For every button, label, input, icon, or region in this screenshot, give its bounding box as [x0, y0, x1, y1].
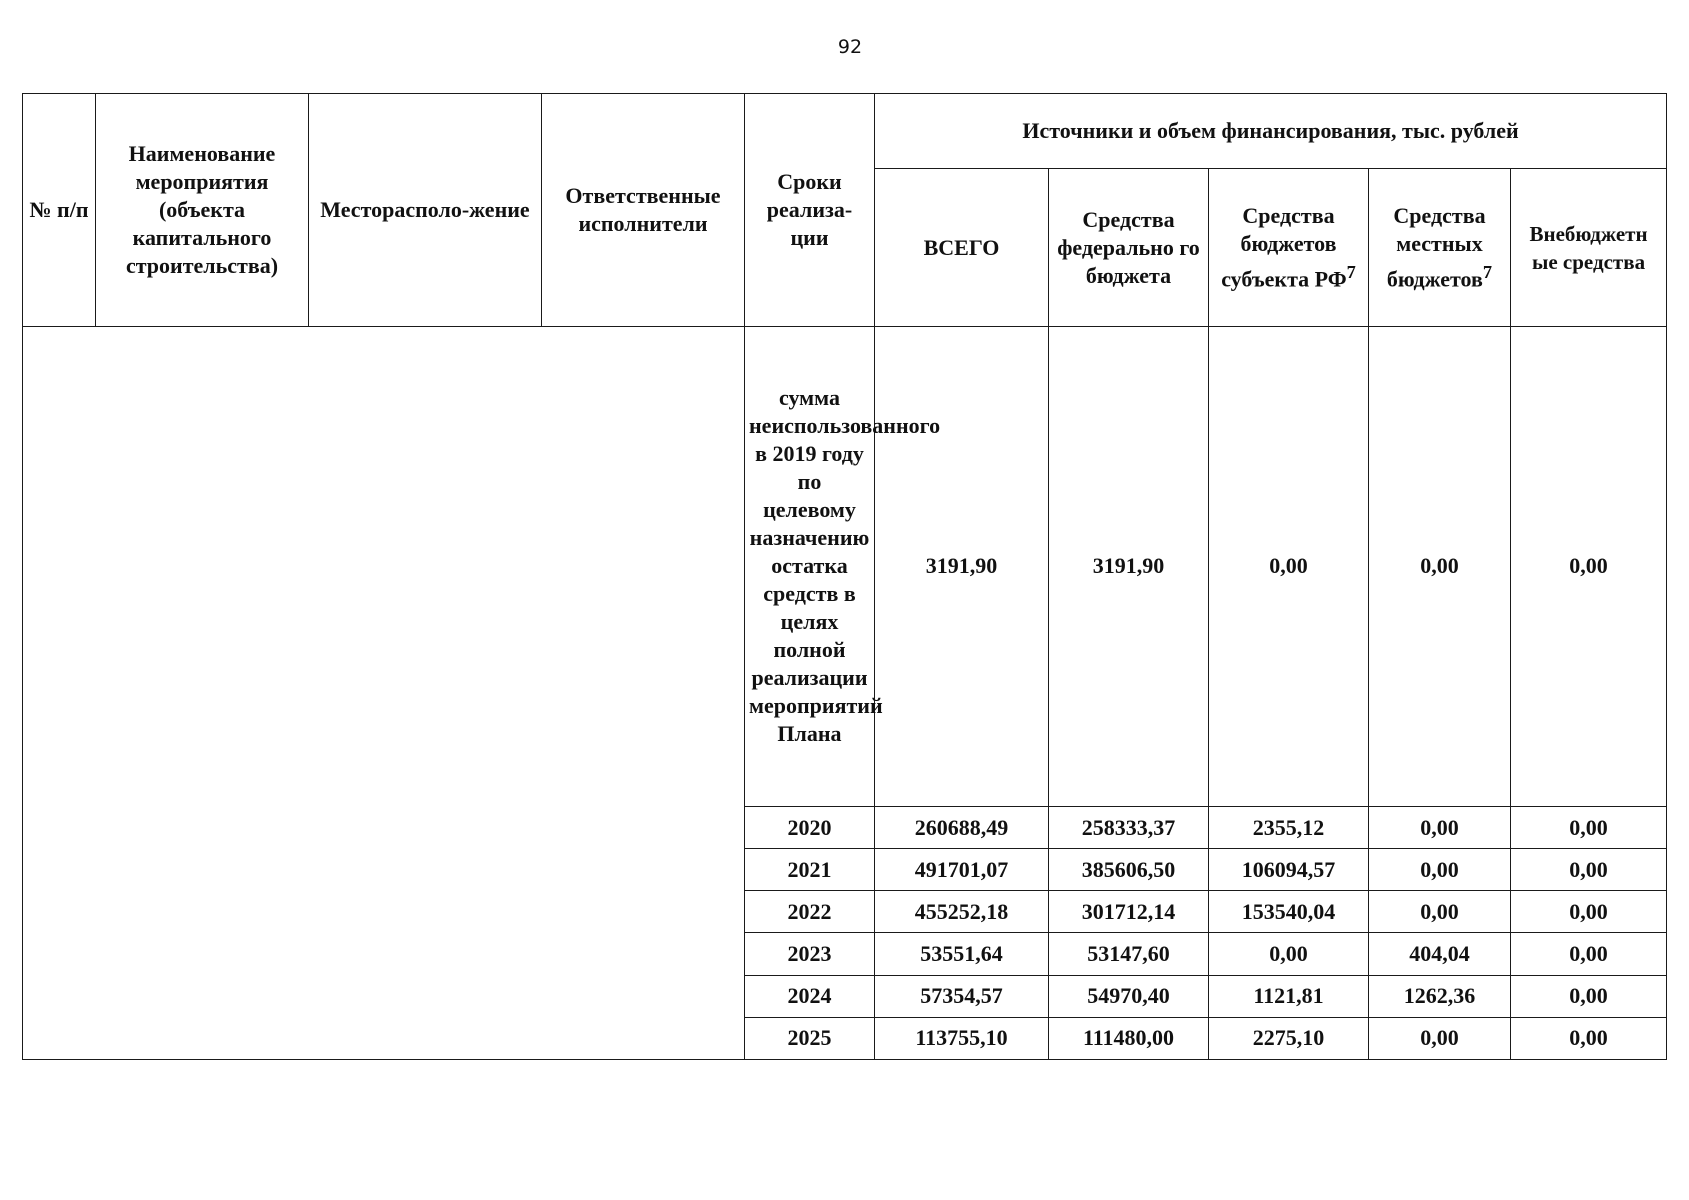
subject-cell: 153540,04	[1209, 891, 1369, 933]
header-total: ВСЕГО	[875, 169, 1049, 327]
subject-cell: 2275,10	[1209, 1017, 1369, 1059]
local-cell: 0,00	[1369, 849, 1511, 891]
term-cell: 2024	[745, 975, 875, 1017]
local-cell: 0,00	[1369, 327, 1511, 807]
total-cell: 260688,49	[875, 806, 1049, 848]
term-cell: сумма неиспользованного в 2019 году по целевому назначению остатка средств в целях полной реализации мероприятий Плана	[745, 327, 875, 807]
local-cell: 0,00	[1369, 806, 1511, 848]
local-cell: 404,04	[1369, 933, 1511, 975]
subject-cell: 0,00	[1209, 933, 1369, 975]
header-subject	[1209, 169, 1369, 327]
total-cell: 455252,18	[875, 891, 1049, 933]
federal-cell: 53147,60	[1049, 933, 1209, 975]
extra-cell: 0,00	[1511, 806, 1667, 848]
header-local-footnote: 7	[1482, 261, 1493, 282]
header-subject-footnote: 7	[1346, 261, 1356, 282]
extra-cell: 0,00	[1511, 975, 1667, 1017]
total-cell: 3191,90	[875, 327, 1049, 807]
extra-cell: 0,00	[1511, 933, 1667, 975]
extra-cell: 0,00	[1511, 849, 1667, 891]
table-row	[23, 327, 1667, 807]
subject-cell: 1121,81	[1209, 975, 1369, 1017]
header-extra: Внебюджетн ые средства	[1511, 169, 1667, 327]
term-cell: 2021	[745, 849, 875, 891]
extra-cell: 0,00	[1511, 327, 1667, 807]
term-cell: 2023	[745, 933, 875, 975]
local-cell: 0,00	[1369, 1017, 1511, 1059]
header-local-text: Средства местных бюджетов	[1386, 202, 1486, 292]
header-federal: Средства федерально го бюджета	[1049, 169, 1209, 327]
header-location: Месторасполо-жение	[309, 94, 542, 327]
empty-merged-cell	[23, 327, 745, 1060]
subject-cell: 106094,57	[1209, 849, 1369, 891]
header-name: Наименование мероприятия (объекта капитального строительства)	[96, 94, 309, 327]
local-cell: 0,00	[1369, 891, 1511, 933]
financing-table	[22, 93, 1667, 1060]
term-cell: 2022	[745, 891, 875, 933]
subject-cell: 0,00	[1209, 327, 1369, 807]
header-subject-text: Средства бюджетов субъекта РФ	[1221, 202, 1347, 292]
extra-cell: 0,00	[1511, 1017, 1667, 1059]
header-num: № п/п	[23, 94, 96, 327]
extra-cell: 0,00	[1511, 891, 1667, 933]
page-number: 92	[837, 36, 863, 58]
term-cell: 2025	[745, 1017, 875, 1059]
federal-cell: 111480,00	[1049, 1017, 1209, 1059]
federal-cell: 3191,90	[1049, 327, 1209, 807]
total-cell: 113755,10	[875, 1017, 1049, 1059]
local-cell: 1262,36	[1369, 975, 1511, 1017]
header-sources-group: Источники и объем финансирования, тыс. рублей	[875, 94, 1667, 169]
total-cell: 57354,57	[875, 975, 1049, 1017]
header-responsible: Ответственные исполнители	[542, 94, 745, 327]
federal-cell: 385606,50	[1049, 849, 1209, 891]
header-terms: Сроки реализа-ции	[745, 94, 875, 327]
federal-cell: 258333,37	[1049, 806, 1209, 848]
federal-cell: 301712,14	[1049, 891, 1209, 933]
federal-cell: 54970,40	[1049, 975, 1209, 1017]
total-cell: 491701,07	[875, 849, 1049, 891]
subject-cell: 2355,12	[1209, 806, 1369, 848]
total-cell: 53551,64	[875, 933, 1049, 975]
term-cell: 2020	[745, 806, 875, 848]
header-local	[1369, 169, 1511, 327]
